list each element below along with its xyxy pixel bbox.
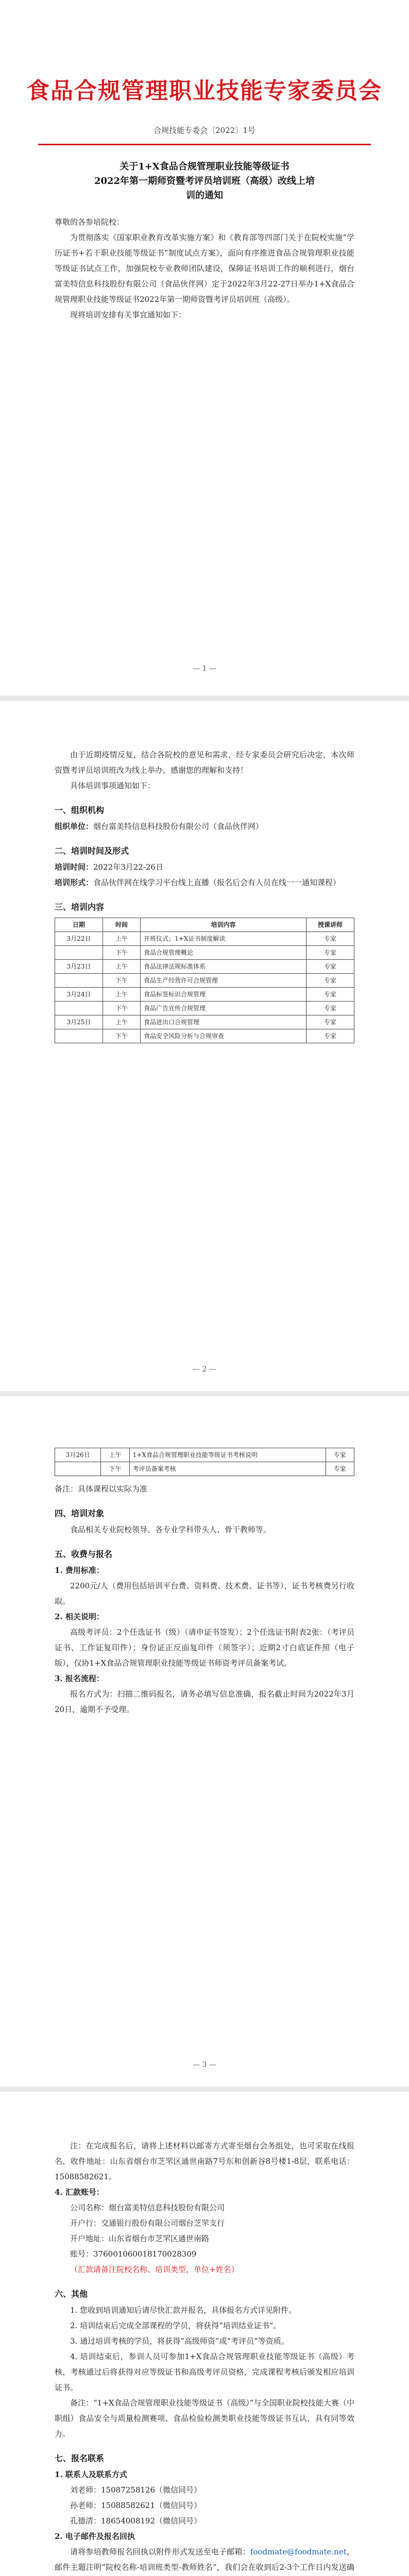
contact-name: 孔德清： xyxy=(70,2516,101,2526)
contact-phone: 15088582621（微信同号） xyxy=(101,2501,201,2510)
table-row xyxy=(55,988,354,1002)
table-cell-date xyxy=(55,1002,103,1015)
table-cell-content: 食品广告宣传合规管理 xyxy=(141,1002,306,1015)
label: 培训形式： xyxy=(55,878,94,887)
account-line xyxy=(55,2215,354,2231)
paragraph: 具体培训事项通知如下： xyxy=(70,781,156,790)
page-3 xyxy=(0,1396,409,2087)
schedule-body xyxy=(55,1448,354,1476)
subheading: 1. 费用标准： xyxy=(55,1566,104,1575)
table-cell-teacher: 专家 xyxy=(326,1448,354,1462)
table-cell-date: 3月24日 xyxy=(55,988,103,1002)
schedule-table-continued xyxy=(55,1448,354,1476)
label: 公司名称： xyxy=(70,2203,109,2212)
table-cell-content: 食品标签标识合规管理 xyxy=(141,988,306,1002)
section-heading: 七、报名联系 xyxy=(55,2453,105,2463)
table-cell-content: 食品安全风险分析与合规审查 xyxy=(141,1029,306,1043)
table-cell-content: 食品法律法规标准体系 xyxy=(141,960,306,974)
table-cell-teacher: 专家 xyxy=(306,988,354,1002)
contact-line xyxy=(55,2498,354,2513)
doc-number: 合规技能专委会〔2022〕1号 xyxy=(154,126,255,135)
subheading: 3. 报名流程： xyxy=(55,1674,104,1683)
value: 2022年3月22-26日 xyxy=(93,862,163,872)
page-1 xyxy=(0,0,409,696)
table-cell-time: 下午 xyxy=(103,946,141,960)
table-cell-teacher: 专家 xyxy=(306,1002,354,1015)
contact-name: 孙老师： xyxy=(70,2501,101,2510)
paragraph: 为贯彻落实《国家职业教育改革实施方案》和《教育部等四部门关于在院校实施“学历证书+若干职业技能等级证书”制度试点方案》，面向有序推进食品合规管理职业技能等级证书试点工作，加强院校专业教师团队建设，保障证书培训工作的顺利进行，烟台富美特信息科技股份有限公司（食品伙伴网）定于2022年3月22-27日举办1+X食品合规管理职业技能等级证书2022年第一期师资暨考评员培训班（高级）。 xyxy=(55,233,354,304)
table-cell-teacher: 专家 xyxy=(306,932,354,946)
red-divider xyxy=(38,144,371,145)
paragraph: 1. 您收到培训通知后请尽快汇款并报名，具体报名方式详见附件。 xyxy=(70,2306,297,2315)
schedule-table xyxy=(55,918,354,1043)
paragraph: 备注：“1+X食品合规管理职业技能等级证书（高级）”与全国职业院校技能大赛（中职组）食品安全与质量检测赛项、食品检验检测类职业技能等级证书互认，具有同等效力。 xyxy=(55,2398,354,2438)
contact-phone: 15087258126（微信同号） xyxy=(101,2485,201,2495)
page-number: — 2 — xyxy=(193,1365,216,1374)
table-cell-content: 开班仪式；1+X证书制度解读 xyxy=(141,932,306,946)
table-cell-time: 上午 xyxy=(103,988,141,1002)
page-number: — 3 — xyxy=(193,2061,216,2069)
table-cell-time: 下午 xyxy=(101,1462,129,1476)
subheading: 2. 相关说明： xyxy=(55,1612,104,1621)
table-cell-date xyxy=(55,1029,103,1043)
account-line xyxy=(55,2200,354,2215)
table-cell-date xyxy=(55,1462,101,1476)
label: 开户地址： xyxy=(70,2234,109,2243)
contact-line xyxy=(55,2513,354,2529)
table-cell-teacher: 专家 xyxy=(306,960,354,974)
contact-name: 刘老师： xyxy=(70,2485,101,2495)
section-heading: 三、培训内容 xyxy=(55,902,105,912)
table-cell-teacher: 专家 xyxy=(306,1015,354,1029)
value: 烟台富美特信息科技股份有限公司 xyxy=(109,2203,225,2212)
value: 376001060018170028309 xyxy=(93,2249,197,2259)
subheading: 2. 电子邮件及报名回执 xyxy=(55,2532,135,2541)
paragraph: 2200元/人（费用包括培训平台费、资料费、技术费、证书等），证书考核费另行收取。 xyxy=(55,1581,354,1606)
paragraph: 注：在完成报名后，请将上述材料以邮寄方式寄至烟台会务组处，也可采取在线报名，收件地址：山东省烟台市芝罘区通世南路7号东和创新谷8号楼1-8层，联系电话：15088582621。 xyxy=(55,2141,354,2181)
table-row xyxy=(55,1448,354,1462)
table-row xyxy=(55,1002,354,1015)
salutation: 尊敬的各参培院校： xyxy=(55,217,125,227)
table-row xyxy=(55,1462,354,1476)
table-cell-time: 上午 xyxy=(103,932,141,946)
page-number: — 1 — xyxy=(193,665,216,673)
time-line xyxy=(55,859,354,875)
table-header: 培训内容 xyxy=(141,918,306,932)
table-cell-time: 上午 xyxy=(103,960,141,974)
doc-title-line: 训的通知 xyxy=(186,190,223,201)
table-cell-time: 下午 xyxy=(103,974,141,988)
section-heading: 四、培训对象 xyxy=(55,1509,105,1518)
section-heading: 五、收费与报名 xyxy=(55,1549,113,1559)
doc-title-line: 2022年第一期师资暨考评员培训班（高级）改线上培 xyxy=(94,176,315,187)
table-cell-date: 3月23日 xyxy=(55,960,103,974)
table-cell-content: 食品生产经营许可合规管理 xyxy=(141,974,306,988)
paragraph: 4. 培训结束后，参训人员可参加1+X食品合规管理职业技能等级证书（高级）考核，考核通过后将获得对应等级证书和高级考评员资格，完成课程考核后颁发相应培训证书。 xyxy=(55,2352,354,2392)
schedule-body xyxy=(55,932,354,1043)
section-heading: 一、组织机构 xyxy=(55,805,105,815)
org-line xyxy=(55,819,354,834)
table-cell-time: 下午 xyxy=(103,1002,141,1015)
page-separator xyxy=(0,2087,409,2092)
email-intro: 请将参培教师报名回执以附件形式发送至电子邮箱： xyxy=(70,2547,250,2556)
value: 山东省烟台市芝罘区通世南路 xyxy=(109,2234,210,2243)
table-cell-date: 3月22日 xyxy=(55,932,103,946)
table-row xyxy=(55,1015,354,1029)
label: 培训时间： xyxy=(55,862,94,872)
table-row xyxy=(55,1029,354,1043)
form-line xyxy=(55,875,354,890)
section-heading: 六、其他 xyxy=(55,2289,88,2299)
email-link[interactable]: foodmate@foodmate.net xyxy=(250,2547,347,2556)
table-cell-time: 上午 xyxy=(103,1015,141,1029)
table-cell-date: 3月25日 xyxy=(55,1015,103,1029)
table-cell-date: 3月26日 xyxy=(55,1448,101,1462)
table-header: 日期 xyxy=(55,918,103,932)
table-cell-content: 食品合规管理概论 xyxy=(141,946,306,960)
subheading: 4. 汇款账号： xyxy=(55,2188,104,2197)
label: 开户行： xyxy=(70,2218,101,2228)
table-header-row xyxy=(55,918,354,932)
table-cell-teacher: 专家 xyxy=(326,1462,354,1476)
table-header: 授课讲师 xyxy=(306,918,354,932)
account-note: （汇款请备注院校名称、培训类型，单位+姓名） xyxy=(70,2265,239,2274)
contact-line xyxy=(55,2482,354,2498)
subheading: 1. 联系人及联系方式 xyxy=(55,2470,127,2479)
table-cell-teacher: 专家 xyxy=(306,946,354,960)
table-row xyxy=(55,960,354,974)
schedule-note: 备注：具体课程以实际为准 xyxy=(55,1484,148,1494)
contact-phone: 18654008192（微信同号） xyxy=(101,2516,201,2526)
account-line xyxy=(55,2246,354,2262)
page-separator xyxy=(0,1391,409,1396)
value: 烟台富美特信息科技股份有限公司（食品伙伴网） xyxy=(93,822,264,831)
table-cell-date xyxy=(55,974,103,988)
table-cell-content: 1+X食品合规管理职业技能等级证书考核说明 xyxy=(129,1448,326,1462)
email-outro: ，邮件主题注明“院校名称-培训班类型-教师姓名”，我们会在收到后2-3个工作日内发送确 xyxy=(55,2547,354,2572)
paragraph: 报名方式为：扫描二维码报名，请务必填写信息准确，报名截止时间为2022年3月20日，逾期不予受理。 xyxy=(55,1689,354,1714)
table-row xyxy=(55,946,354,960)
paragraph: 高级考评员：2个任选证书（级）（请申证书签发）；2个任选证书附表2张：（考评员证书、工作证复印件）；身份证正反面复印件（须签字）；近期2寸白底证件照（电子版），仅协1+X食品合规管理职业技能等级证书师资考评员备案考试。 xyxy=(55,1628,354,1668)
table-cell-time: 上午 xyxy=(101,1448,129,1462)
page-2 xyxy=(0,701,409,1391)
paragraph: 现将培训安排有关事宜通知如下： xyxy=(70,310,186,319)
label: 组织单位： xyxy=(55,822,94,831)
page-4 xyxy=(0,2092,409,2576)
table-cell-teacher: 专家 xyxy=(306,1029,354,1043)
paragraph: 2. 培训结束后完成全部课程的学员，将获得“培训结业证书”。 xyxy=(70,2321,281,2330)
org-title: 食品合规管理职业技能专家委员会 xyxy=(27,78,382,104)
value: 食品伙伴网在线学习平台线上直播（报名后会有人员在线一一通知课程） xyxy=(93,878,341,887)
table-cell-time: 下午 xyxy=(103,1029,141,1043)
doc-title-line: 关于1+X食品合规管理职业技能等级证书 xyxy=(120,161,289,172)
paragraph xyxy=(55,2544,354,2576)
page-separator xyxy=(0,696,409,701)
section-heading: 二、培训时间及形式 xyxy=(55,846,129,856)
label: 账号： xyxy=(70,2249,94,2259)
table-row xyxy=(55,932,354,946)
table-cell-date xyxy=(55,946,103,960)
value: 交通银行股份有限公司烟台芝罘支行 xyxy=(101,2218,225,2228)
paragraph: 3. 通过培训考核的学员，将获得“高级师资”或“考评员”等资质。 xyxy=(70,2336,289,2346)
table-row xyxy=(55,974,354,988)
table-cell-content: 食品进出口合规管理 xyxy=(141,1015,306,1029)
table-header: 时间 xyxy=(103,918,141,932)
paragraph: 食品相关专业院校领导、各专业学科带头人、骨干教师等。 xyxy=(70,1525,271,1534)
table-cell-teacher: 专家 xyxy=(306,974,354,988)
paragraph: 由于近期疫情反复，结合各院校的意见和需求，经专家委员会研究后决定，本次师资暨考评员培训班改为线上举办，感谢您的理解和支持！ xyxy=(55,750,354,775)
account-line xyxy=(55,2231,354,2246)
doc-title xyxy=(52,160,357,203)
table-cell-content: 考评员备案考核 xyxy=(129,1462,326,1476)
